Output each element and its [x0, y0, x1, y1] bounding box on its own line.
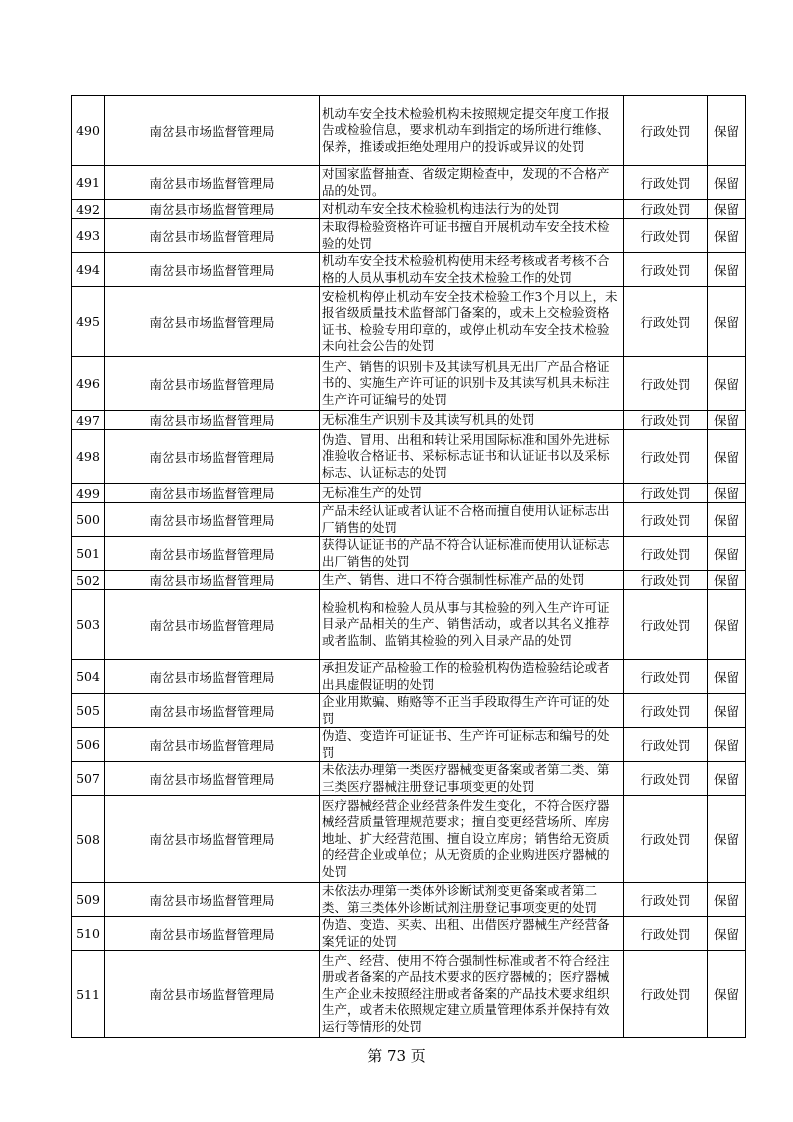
- row-status: 保留: [708, 411, 746, 430]
- page-number: 第 73 页: [367, 1047, 426, 1065]
- row-item-name: 伪造、变造许可证证书、生产许可证标志和编号的处罚: [320, 728, 624, 762]
- row-power-type: 行政处罚: [624, 883, 708, 917]
- row-power-type: 行政处罚: [624, 253, 708, 287]
- row-power-type: 行政处罚: [624, 537, 708, 571]
- table-row: [72, 796, 746, 883]
- row-status: 保留: [708, 537, 746, 571]
- row-power-type: 行政处罚: [624, 571, 708, 590]
- row-department: 南岔县市场监督管理局: [105, 200, 320, 219]
- row-power-type: 行政处罚: [624, 200, 708, 219]
- row-number: 490: [72, 96, 105, 166]
- row-number: 505: [72, 694, 105, 728]
- row-status: 保留: [708, 253, 746, 287]
- row-power-type: 行政处罚: [624, 357, 708, 411]
- row-power-type: 行政处罚: [624, 430, 708, 484]
- row-power-type: 行政处罚: [624, 590, 708, 660]
- row-number: 502: [72, 571, 105, 590]
- table-row: [72, 951, 746, 1038]
- row-item-name: 机动车安全技术检验机构未按照规定提交年度工作报告或检验信息，要求机动车到指定的场所进行维修、保养，推诿或拒绝处理用户的投诉或异议的处罚: [320, 96, 624, 166]
- row-item-name: 未取得检验资格许可证书擅自开展机动车安全技术检验的处罚: [320, 219, 624, 253]
- table-row: [72, 762, 746, 796]
- table-row: [72, 537, 746, 571]
- row-number: 496: [72, 357, 105, 411]
- row-item-name: 未依法办理第一类医疗器械变更备案或者第二类、第三类医疗器械注册登记事项变更的处罚: [320, 762, 624, 796]
- row-power-type: 行政处罚: [624, 762, 708, 796]
- row-status: 保留: [708, 503, 746, 537]
- table-row: [72, 96, 746, 166]
- table-row: [72, 430, 746, 484]
- row-department: 南岔县市场监督管理局: [105, 694, 320, 728]
- row-status: 保留: [708, 430, 746, 484]
- row-item-name: 生产、销售的识别卡及其读写机具无出厂产品合格证书的、实施生产许可证的识别卡及其读写机具未标注生产许可证编号的处罚: [320, 357, 624, 411]
- row-item-name: 企业用欺骗、贿赂等不正当手段取得生产许可证的处罚: [320, 694, 624, 728]
- row-item-name: 无标准生产识别卡及其读写机具的处罚: [320, 411, 624, 430]
- row-status: 保留: [708, 590, 746, 660]
- table-row: [72, 571, 746, 590]
- row-item-name: 产品未经认证或者认证不合格而擅自使用认证标志出厂销售的处罚: [320, 503, 624, 537]
- table-row: [72, 357, 746, 411]
- row-power-type: 行政处罚: [624, 796, 708, 883]
- row-number: 493: [72, 219, 105, 253]
- row-power-type: 行政处罚: [624, 951, 708, 1038]
- row-status: 保留: [708, 357, 746, 411]
- row-department: 南岔县市场监督管理局: [105, 96, 320, 166]
- row-item-name: 检验机构和检验人员从事与其检验的列入生产许可证目录产品相关的生产、销售活动，或者以其名义推荐或者监制、监销其检验的列入目录产品的处罚: [320, 590, 624, 660]
- row-status: 保留: [708, 571, 746, 590]
- row-number: 507: [72, 762, 105, 796]
- table-row: [72, 917, 746, 951]
- row-department: 南岔县市场监督管理局: [105, 411, 320, 430]
- row-power-type: 行政处罚: [624, 166, 708, 200]
- row-status: 保留: [708, 796, 746, 883]
- row-department: 南岔县市场监督管理局: [105, 287, 320, 357]
- row-department: 南岔县市场监督管理局: [105, 571, 320, 590]
- row-number: 498: [72, 430, 105, 484]
- row-number: 499: [72, 484, 105, 503]
- table-row: [72, 200, 746, 219]
- row-department: 南岔县市场监督管理局: [105, 253, 320, 287]
- row-item-name: 对机动车安全技术检验机构违法行为的处罚: [320, 200, 624, 219]
- row-number: 511: [72, 951, 105, 1038]
- row-department: 南岔县市场监督管理局: [105, 590, 320, 660]
- table-row: [72, 411, 746, 430]
- row-number: 501: [72, 537, 105, 571]
- row-power-type: 行政处罚: [624, 728, 708, 762]
- row-department: 南岔县市场监督管理局: [105, 951, 320, 1038]
- row-department: 南岔县市场监督管理局: [105, 660, 320, 694]
- row-number: 495: [72, 287, 105, 357]
- row-department: 南岔县市场监督管理局: [105, 484, 320, 503]
- row-number: 500: [72, 503, 105, 537]
- row-department: 南岔县市场监督管理局: [105, 219, 320, 253]
- row-status: 保留: [708, 287, 746, 357]
- row-power-type: 行政处罚: [624, 219, 708, 253]
- row-number: 506: [72, 728, 105, 762]
- row-department: 南岔县市场监督管理局: [105, 762, 320, 796]
- row-power-type: 行政处罚: [624, 917, 708, 951]
- row-item-name: 生产、销售、进口不符合强制性标准产品的处罚: [320, 571, 624, 590]
- row-department: 南岔县市场监督管理局: [105, 917, 320, 951]
- row-number: 494: [72, 253, 105, 287]
- row-item-name: 安检机构停止机动车安全技术检验工作3个月以上，未报省级质量技术监督部门备案的，或未上交检验资格证书、检验专用印章的，或停止机动车安全技术检验未向社会公告的处罚: [320, 287, 624, 357]
- row-department: 南岔县市场监督管理局: [105, 728, 320, 762]
- row-status: 保留: [708, 762, 746, 796]
- row-status: 保留: [708, 484, 746, 503]
- row-power-type: 行政处罚: [624, 694, 708, 728]
- row-number: 510: [72, 917, 105, 951]
- row-department: 南岔县市场监督管理局: [105, 883, 320, 917]
- row-status: 保留: [708, 728, 746, 762]
- row-status: 保留: [708, 200, 746, 219]
- row-department: 南岔县市场监督管理局: [105, 166, 320, 200]
- row-status: 保留: [708, 96, 746, 166]
- row-power-type: 行政处罚: [624, 660, 708, 694]
- table-row: [72, 166, 746, 200]
- row-number: 509: [72, 883, 105, 917]
- records-table: [71, 95, 746, 1038]
- records-table-body: [72, 96, 746, 1038]
- table-row: [72, 253, 746, 287]
- row-number: 497: [72, 411, 105, 430]
- row-item-name: 无标准生产的处罚: [320, 484, 624, 503]
- row-power-type: 行政处罚: [624, 503, 708, 537]
- row-status: 保留: [708, 883, 746, 917]
- table-row: [72, 728, 746, 762]
- row-status: 保留: [708, 951, 746, 1038]
- row-department: 南岔县市场监督管理局: [105, 537, 320, 571]
- row-number: 492: [72, 200, 105, 219]
- row-item-name: 伪造、冒用、出租和转让采用国际标准和国外先进标准验收合格证书、采标标志证书和认证证书以及采标标志、认证标志的处罚: [320, 430, 624, 484]
- row-item-name: 获得认证证书的产品不符合认证标准而使用认证标志出厂销售的处罚: [320, 537, 624, 571]
- row-item-name: 机动车安全技术检验机构使用未经考核或者考核不合格的人员从事机动车安全技术检验工作的处罚: [320, 253, 624, 287]
- table-row: [72, 590, 746, 660]
- table-row: [72, 660, 746, 694]
- row-item-name: 对国家监督抽查、省级定期检查中，发现的不合格产品的处罚。: [320, 166, 624, 200]
- row-item-name: 医疗器械经营企业经营条件发生变化，不符合医疗器械经营质量管理规范要求；擅自变更经营场所、库房地址、扩大经营范围、擅自设立库房；销售给无资质的经营企业或单位；从无资质的企业购进医疗器械的处罚: [320, 796, 624, 883]
- row-item-name: 伪造、变造、买卖、出租、出借医疗器械生产经营备案凭证的处罚: [320, 917, 624, 951]
- row-department: 南岔县市场监督管理局: [105, 503, 320, 537]
- row-status: 保留: [708, 660, 746, 694]
- row-power-type: 行政处罚: [624, 96, 708, 166]
- table-row: [72, 219, 746, 253]
- row-department: 南岔县市场监督管理局: [105, 430, 320, 484]
- table-row: [72, 484, 746, 503]
- table-row: [72, 883, 746, 917]
- row-status: 保留: [708, 917, 746, 951]
- row-number: 504: [72, 660, 105, 694]
- row-department: 南岔县市场监督管理局: [105, 357, 320, 411]
- row-number: 491: [72, 166, 105, 200]
- row-department: 南岔县市场监督管理局: [105, 796, 320, 883]
- row-power-type: 行政处罚: [624, 411, 708, 430]
- row-power-type: 行政处罚: [624, 287, 708, 357]
- row-power-type: 行政处罚: [624, 484, 708, 503]
- row-number: 508: [72, 796, 105, 883]
- row-number: 503: [72, 590, 105, 660]
- row-item-name: 未依法办理第一类体外诊断试剂变更备案或者第二类、第三类体外诊断试剂注册登记事项变更的处罚: [320, 883, 624, 917]
- row-status: 保留: [708, 219, 746, 253]
- table-row: [72, 503, 746, 537]
- table-row: [72, 694, 746, 728]
- row-status: 保留: [708, 166, 746, 200]
- row-item-name: 承担发证产品检验工作的检验机构伪造检验结论或者出具虚假证明的处罚: [320, 660, 624, 694]
- row-status: 保留: [708, 694, 746, 728]
- table-row: [72, 287, 746, 357]
- row-item-name: 生产、经营、使用不符合强制性标准或者不符合经注册或者备案的产品技术要求的医疗器械的；医疗器械生产企业未按照经注册或者备案的产品技术要求组织生产，或者未依照规定建立质量管理体系并保持有效运行等情形的处罚: [320, 951, 624, 1038]
